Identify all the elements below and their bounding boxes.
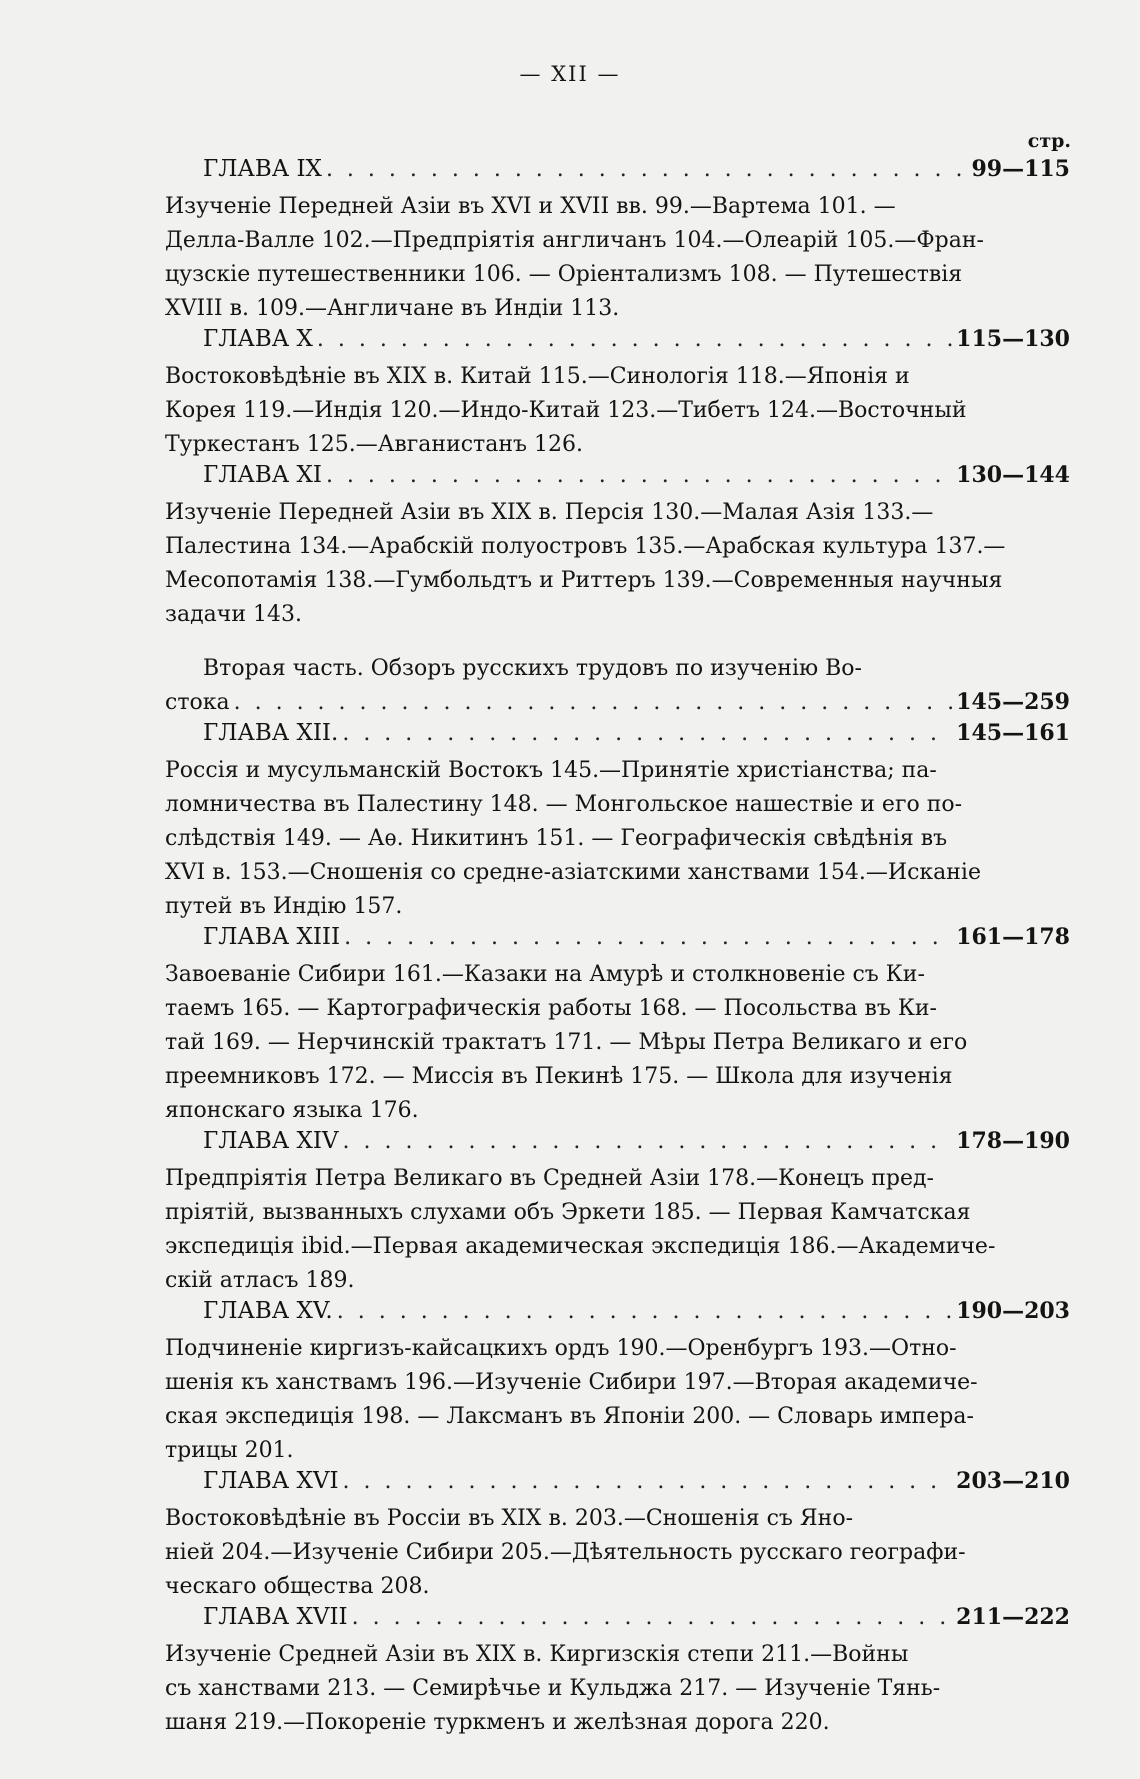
summary-line: Востоковѣдѣніе въ Россіи въ XIX в. 203.—Сношенія съ Яно- xyxy=(165,1506,854,1531)
summary-line: Корея 119.—Индія 120.—Индо-Китай 123.—Тибетъ 124.—Восточный xyxy=(165,398,967,423)
part-pages: 145—259 xyxy=(956,689,1070,715)
chapters-group-b xyxy=(165,720,1070,1740)
summary-line: цузскіе путешественники 106. — Оріентализмъ 108. — Путешествія xyxy=(165,262,963,287)
summary-line: пріятій, вызванныхъ слухами объ Эркети 185. — Первая Камчатская xyxy=(165,1200,971,1225)
chapter-entry xyxy=(165,462,1070,632)
summary-line: тай 169. — Нерчинскій трактатъ 171. — Мѣры Петра Великаго и его xyxy=(165,1030,968,1055)
chapter-title: ГЛАВА XVII xyxy=(203,1604,348,1630)
table-of-contents xyxy=(165,156,1070,1740)
summary-line: XVI в. 153.—Сношенія со средне-азіатскими ханствами 154.—Исканіе xyxy=(165,860,981,885)
chapter-summary xyxy=(165,958,1070,1128)
chapter-heading-row xyxy=(165,924,1070,958)
summary-line: Изученіе Передней Азіи въ XIX в. Персія 130.—Малая Азія 133.— xyxy=(165,500,934,525)
summary-line: скій атласъ 189. xyxy=(165,1268,355,1293)
chapter-entry xyxy=(165,326,1070,462)
chapter-title: ГЛАВА XI xyxy=(203,462,322,488)
chapter-entry xyxy=(165,1468,1070,1604)
summary-line: Предпріятія Петра Великаго въ Средней Азіи 178.—Конецъ пред- xyxy=(165,1166,934,1191)
summary-line: трицы 201. xyxy=(165,1438,294,1463)
chapter-title: ГЛАВА XII. xyxy=(203,720,339,746)
chapter-summary xyxy=(165,1638,1070,1740)
summary-line: Востоковѣдѣніе въ XIX в. Китай 115.—Синологія 118.—Японія и xyxy=(165,364,910,389)
chapter-pages: 130—144 xyxy=(956,462,1070,488)
leader-dots xyxy=(342,721,952,746)
chapter-heading-row xyxy=(165,1468,1070,1502)
part-title: Вторая часть. Обзоръ русскихъ трудовъ по изученію Во- xyxy=(203,656,862,681)
part-row xyxy=(165,686,1070,720)
chapter-heading-row xyxy=(165,720,1070,754)
summary-line: ческаго общества 208. xyxy=(165,1574,430,1599)
summary-line: преемниковъ 172. — Миссія въ Пекинѣ 175. — Школа для изученія xyxy=(165,1064,953,1089)
leader-dots xyxy=(344,925,952,950)
page-number: — XII — xyxy=(519,62,621,86)
part-title-continued: стока xyxy=(165,690,230,715)
leader-dots xyxy=(234,690,953,715)
summary-line: Месопотамія 138.—Гумбольдтъ и Риттеръ 139.—Современныя научныя xyxy=(165,568,1003,593)
chapter-summary xyxy=(165,754,1070,924)
summary-line: ломничества въ Палестину 148. — Монгольское нашествіе и его по- xyxy=(165,792,963,817)
summary-line: шаня 219.—Покореніе туркменъ и желѣзная дорога 220. xyxy=(165,1710,830,1735)
summary-line: Россія и мусульманскій Востокъ 145.—Принятіе христіанства; па- xyxy=(165,758,937,783)
summary-line: таемъ 165. — Картографическія работы 168. — Посольства въ Ки- xyxy=(165,996,937,1021)
leader-dots xyxy=(343,1469,953,1494)
chapter-entry xyxy=(165,1128,1070,1298)
summary-line: задачи 143. xyxy=(165,602,302,627)
chapter-summary xyxy=(165,1502,1070,1604)
chapter-summary xyxy=(165,1162,1070,1298)
summary-line: ніей 204.—Изученіе Сибири 205.—Дѣятельность русскаго географи- xyxy=(165,1540,966,1565)
page-column-label: стр. xyxy=(1027,130,1071,152)
summary-line: экспедиція ibid.—Первая академическая экспедиція 186.—Академиче- xyxy=(165,1234,996,1259)
chapter-title: ГЛАВА XVI xyxy=(203,1468,339,1494)
chapter-title: ГЛАВА X xyxy=(203,326,313,352)
chapter-title: ГЛАВА XV. xyxy=(203,1298,333,1324)
summary-line: Туркестанъ 125.—Авганистанъ 126. xyxy=(165,432,583,457)
chapter-summary xyxy=(165,360,1070,462)
chapter-title: ГЛАВА IX xyxy=(203,156,322,182)
chapter-heading-row xyxy=(165,462,1070,496)
summary-line: Подчиненіе киргизъ-кайсацкихъ ордъ 190.—Оренбургъ 193.—Отно- xyxy=(165,1336,957,1361)
chapter-entry xyxy=(165,924,1070,1128)
leader-dots xyxy=(352,1605,953,1630)
chapter-entry xyxy=(165,156,1070,326)
chapter-summary xyxy=(165,496,1070,632)
chapter-pages: 203—210 xyxy=(956,1468,1070,1494)
summary-line: ская экспедиція 198. — Лаксманъ въ Японіи 200. — Словарь импера- xyxy=(165,1404,974,1429)
summary-line: Палестина 134.—Арабскій полуостровъ 135.—Арабская культура 137.— xyxy=(165,534,1006,559)
summary-line: Делла-Валле 102.—Предпріятія англичанъ 104.—Олеарій 105.—Фран- xyxy=(165,228,984,253)
chapter-entry xyxy=(165,720,1070,924)
chapter-pages: 161—178 xyxy=(956,924,1070,950)
summary-line: шенія къ ханствамъ 196.—Изученіе Сибири 197.—Вторая академиче- xyxy=(165,1370,978,1395)
leader-dots xyxy=(343,1129,953,1154)
summary-line: XVIII в. 109.—Англичане въ Индіи 113. xyxy=(165,296,620,321)
chapter-pages: 190—203 xyxy=(956,1298,1070,1324)
chapter-entry xyxy=(165,1604,1070,1740)
chapter-heading-row xyxy=(165,326,1070,360)
leader-dots xyxy=(326,157,968,182)
summary-line: слѣдствія 149. — Аѳ. Никитинъ 151. — Географическія свѣдѣнія въ xyxy=(165,826,948,851)
summary-line: Изученіе Передней Азіи въ XVI и XVII вв. 99.—Вартема 101. — xyxy=(165,194,896,219)
summary-line: Изученіе Средней Азіи въ XIX в. Киргизскія степи 211.—Войны xyxy=(165,1642,909,1667)
chapter-summary xyxy=(165,190,1070,326)
leader-dots xyxy=(337,1299,952,1324)
part-entry xyxy=(165,652,1070,720)
chapter-pages: 178—190 xyxy=(956,1128,1070,1154)
leader-dots xyxy=(326,463,952,488)
chapter-pages: 115—130 xyxy=(956,326,1070,352)
chapter-heading-row xyxy=(165,1128,1070,1162)
chapter-entry xyxy=(165,1298,1070,1468)
summary-line: японскаго языка 176. xyxy=(165,1098,419,1123)
chapter-title: ГЛАВА XIII xyxy=(203,924,341,950)
chapter-pages: 211—222 xyxy=(956,1604,1070,1630)
chapter-heading-row xyxy=(165,1298,1070,1332)
chapter-summary xyxy=(165,1332,1070,1468)
chapter-pages: 99—115 xyxy=(971,156,1070,182)
chapter-heading-row xyxy=(165,156,1070,190)
chapter-pages: 145—161 xyxy=(956,720,1070,746)
summary-line: Завоеваніе Сибири 161.—Казаки на Амурѣ и столкновеніе съ Ки- xyxy=(165,962,925,987)
summary-line: путей въ Индію 157. xyxy=(165,894,403,919)
summary-line: съ ханствами 213. — Семирѣчье и Кульджа 217. — Изученіе Тянь- xyxy=(165,1676,941,1701)
chapters-group-a xyxy=(165,156,1070,632)
chapter-heading-row xyxy=(165,1604,1070,1638)
leader-dots xyxy=(317,327,952,352)
chapter-title: ГЛАВА XIV xyxy=(203,1128,339,1154)
